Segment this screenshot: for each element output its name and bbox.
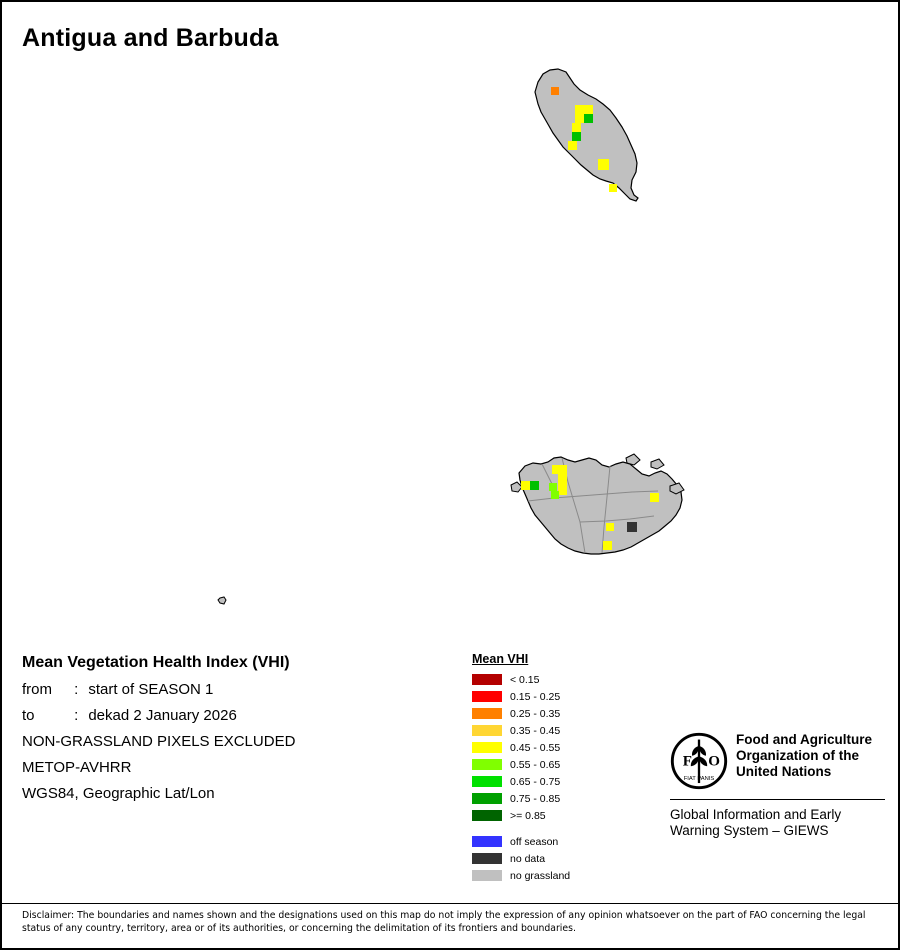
island-barbuda [535,69,638,201]
legend-swatch [472,725,502,736]
legend-swatch [472,708,502,719]
legend-swatch [472,870,502,881]
caption-row-to [22,707,452,724]
island-redonda [218,597,226,604]
legend-label: 0.75 - 0.85 [510,792,561,805]
vhi-pixel [558,486,567,495]
giews-line-1: Global Information and Early [670,807,842,822]
vhi-pixel [558,476,567,486]
caption-key-to: to [22,707,35,724]
legend-label: off season [510,835,559,848]
legend-item-no-grassland [472,867,662,884]
vhi-pixel [575,105,584,114]
fao-org-line-3: United Nations [736,763,832,779]
legend-item [472,790,662,807]
legend-swatch [472,853,502,864]
vhi-pixel [627,522,637,532]
island-antigua [511,454,684,554]
giews-line-2: Warning System – GIEWS [670,823,829,839]
vhi-pixel [575,114,584,123]
caption-note-sensor: METOP-AVHRR [22,759,132,776]
fao-organization-name [736,730,872,780]
legend-item [472,739,662,756]
fao-logo-icon [670,732,728,790]
vhi-pixel [584,114,593,123]
caption-sep-from: : [74,681,79,698]
redonda-landmass [218,597,226,604]
legend-title: Mean VHI [472,652,529,666]
svg-text:F: F [682,753,692,770]
legend-label: 0.55 - 0.65 [510,758,561,771]
barbuda-landmass [535,69,638,201]
caption-value-to: dekad 2 January 2026 [88,707,237,724]
vhi-pixel [584,105,593,114]
page-title: Antigua and Barbuda [22,24,279,52]
legend-swatch [472,691,502,702]
fao-org-line-2: Organization of the [736,747,859,763]
legend-item [472,688,662,705]
map-caption [22,654,452,811]
vhi-pixel [603,541,612,550]
disclaimer-divider [2,903,898,904]
legend-label: 0.45 - 0.55 [510,741,561,754]
legend-swatch [472,674,502,685]
legend-item [472,807,662,824]
fao-org-line-1: Food and Agriculture [736,732,872,747]
vhi-pixel [650,493,659,502]
legend-item [472,671,662,688]
vhi-pixel [568,141,577,150]
legend-swatch [472,776,502,787]
vhi-pixel [609,184,617,192]
svg-text:FIAT PANIS: FIAT PANIS [683,776,715,783]
disclaimer-text: Disclaimer: The boundaries and names shown and the designations used on this map do not imply the expression of any opinion whatsoever on the part of FAO concerning the legal status of any country, territory, area or of its authorities, or concerning the delimitation of its frontiers and boundaries. [22,910,866,934]
caption-title: Mean Vegetation Health Index (VHI) [22,654,290,671]
vhi-pixel [558,465,567,476]
fao-branding [670,730,885,839]
vhi-pixel [572,123,581,132]
giews-name [670,807,885,839]
caption-sep-to: : [74,707,79,724]
legend-item [472,773,662,790]
caption-row-from [22,681,452,698]
legend-swatch [472,759,502,770]
map-graphic [2,2,900,642]
legend-label: no data [510,852,546,865]
vhi-pixel [598,159,609,170]
vhi-pixel [606,523,614,531]
legend-spacer [472,824,662,833]
legend [472,652,662,884]
legend-label: < 0.15 [510,673,540,686]
legend-label: no grassland [510,869,571,882]
caption-note-projection: WGS84, Geographic Lat/Lon [22,785,215,802]
caption-value-from: start of SEASON 1 [88,681,214,698]
antigua-landmass [519,457,682,554]
legend-label: 0.15 - 0.25 [510,690,561,703]
legend-swatch [472,793,502,804]
vhi-pixel [549,483,557,491]
legend-item-off-season [472,833,662,850]
legend-item [472,705,662,722]
legend-label: 0.35 - 0.45 [510,724,561,737]
vhi-pixel [521,481,530,490]
vhi-pixel [551,491,559,499]
vhi-pixel [551,87,559,95]
legend-label: >= 0.85 [510,809,546,822]
legend-item [472,722,662,739]
vhi-pixel [530,481,539,490]
caption-key-from: from [22,681,52,698]
legend-item-no-data [472,850,662,867]
legend-swatch [472,810,502,821]
legend-item [472,756,662,773]
map-canvas [2,2,900,642]
fao-divider [670,799,885,800]
legend-label: 0.65 - 0.75 [510,775,561,788]
vhi-pixel [572,132,581,141]
svg-text:O: O [708,753,721,770]
legend-swatch [472,742,502,753]
caption-note-pixels: NON-GRASSLAND PIXELS EXCLUDED [22,733,296,750]
legend-swatch [472,836,502,847]
legend-label: 0.25 - 0.35 [510,707,561,720]
legend-class-list [472,671,662,884]
